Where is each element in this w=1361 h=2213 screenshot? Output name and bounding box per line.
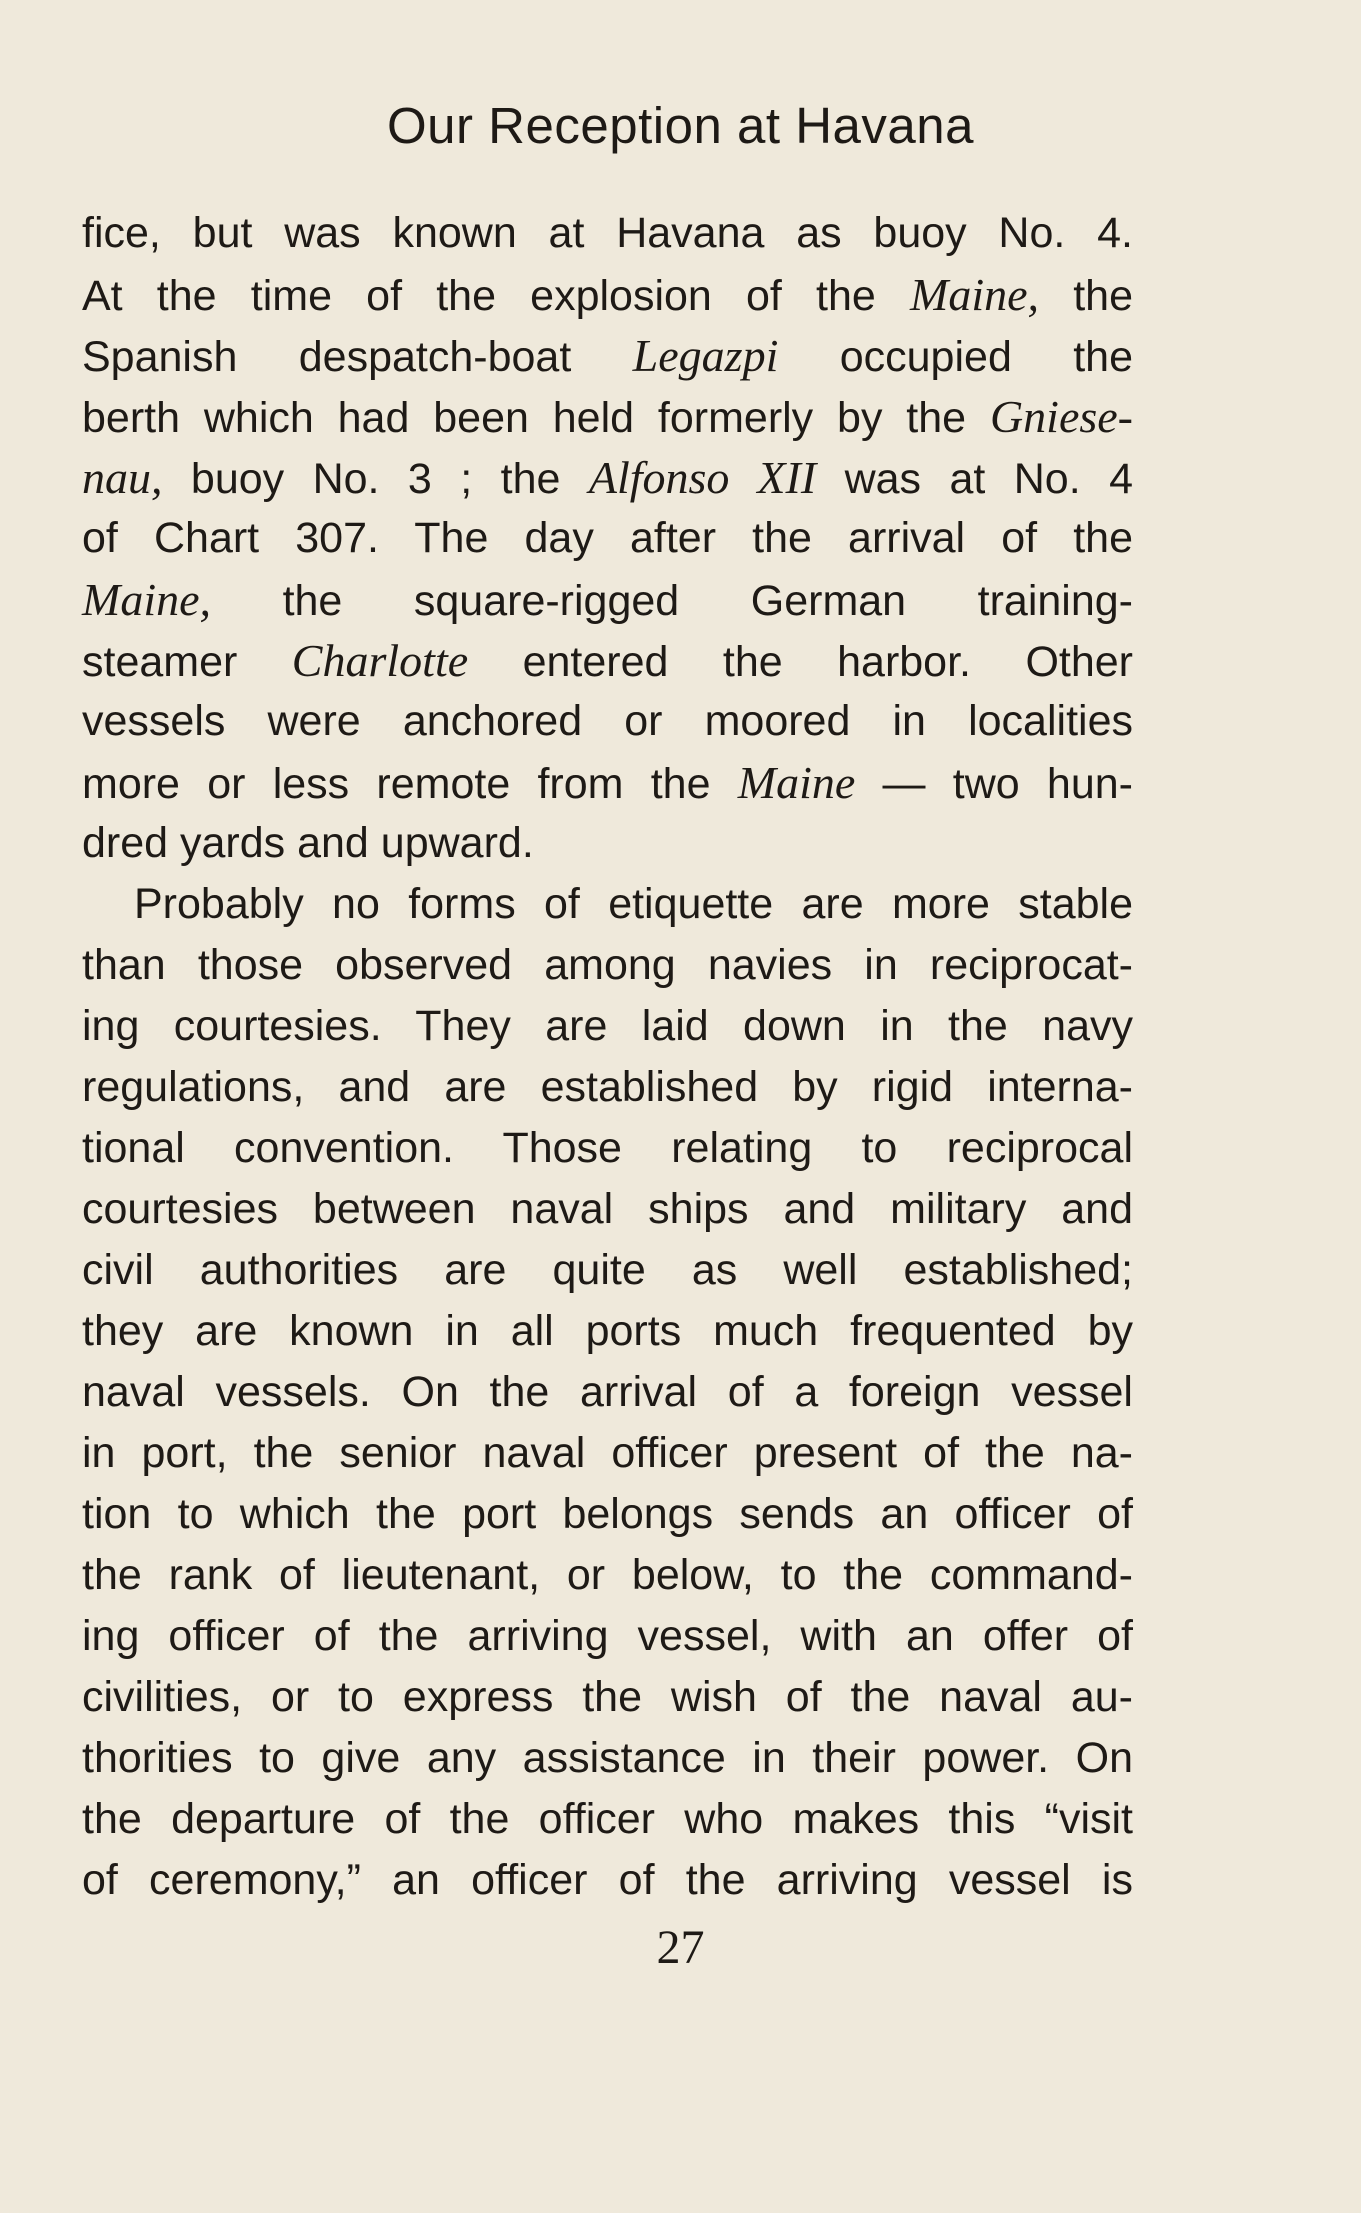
text-segment: the departure of the officer who makes this “visit [82,1795,1133,1843]
text-segment: regulations, and are established by rigid interna- [82,1063,1133,1111]
text-line [82,630,1133,691]
text-line [82,1850,1133,1911]
text-line [82,1240,1133,1301]
italic-ship-name: Legazpi [632,330,779,381]
italic-ship-name: Gniese- [989,391,1133,442]
text-segment: of Chart 307. The day after the arrival of the [82,514,1133,562]
italic-ship-name: Maine [737,757,856,808]
text-segment: At the time of the explosion of the [82,272,911,320]
text-line [82,447,1133,508]
text-segment: of ceremony,” an officer of the arriving vessel is [82,1856,1133,1904]
text-line [82,691,1133,752]
text-segment: Spanish despatch-boat [82,333,633,381]
text-segment: buoy No. 3 ; the [162,455,589,503]
text-segment: occupied the [778,333,1133,381]
text-segment: the [1039,272,1133,320]
text-segment: — two hun- [855,760,1133,808]
text-line [82,1667,1133,1728]
text-line [82,935,1133,996]
italic-ship-name: nau, [82,452,163,503]
text-segment: berth which had been held formerly by the [82,394,990,442]
text-segment: more or less remote from the [82,760,738,808]
text-segment: Probably no forms of etiquette are more stable [134,880,1133,928]
running-head: Our Reception at Havana [387,97,974,154]
text-segment: the rank of lieutenant, or below, to the command- [82,1551,1133,1599]
text-line [82,1606,1133,1667]
text-line [82,1545,1133,1606]
italic-ship-name: Maine, [910,269,1040,320]
text-segment: than those observed among navies in reciprocat- [82,941,1133,989]
italic-ship-name: Charlotte [291,635,469,686]
page-number: 27 [656,1921,705,1974]
text-segment: was at No. 4 [816,455,1134,503]
text-line [82,386,1133,447]
text-segment: dred yards and upward. [82,819,534,867]
text-segment: ing officer of the arriving vessel, with an offer of [82,1612,1133,1660]
text-segment: civil authorities are quite as well established; [82,1246,1133,1294]
text-line [82,1423,1133,1484]
text-line [82,203,1133,264]
text-line [82,1057,1133,1118]
text-line [82,996,1133,1057]
body-text [82,203,1133,1911]
italic-ship-name: Maine, [82,574,212,625]
text-line [82,1179,1133,1240]
text-segment: courtesies between naval ships and military and [82,1185,1133,1233]
text-line [82,1728,1133,1789]
text-line [82,1789,1133,1850]
text-line [82,325,1133,386]
text-segment: vessels were anchored or moored in localities [82,697,1133,745]
text-line [82,1118,1133,1179]
text-line [82,569,1133,630]
text-segment: tion to which the port belongs sends an officer of [82,1490,1133,1538]
text-line [82,1301,1133,1362]
text-segment: fice, but was known at Havana as buoy No. 4. [82,209,1133,257]
text-segment: entered the harbor. Other [468,638,1133,686]
text-segment: they are known in all ports much frequented by [82,1307,1133,1355]
text-segment: tional convention. Those relating to reciprocal [82,1124,1133,1172]
text-line [82,264,1133,325]
text-line [82,1484,1133,1545]
text-segment: ing courtesies. They are laid down in the navy [82,1002,1133,1050]
text-segment: naval vessels. On the arrival of a foreign vessel [82,1368,1133,1416]
text-line [82,874,1133,935]
text-segment: the square-rigged German training- [211,577,1133,625]
text-line [82,1362,1133,1423]
text-segment: in port, the senior naval officer present of the na- [82,1429,1133,1477]
text-segment: steamer [82,638,292,686]
text-segment: civilities, or to express the wish of the naval au- [82,1673,1133,1721]
text-line [82,752,1133,813]
text-line [82,508,1133,569]
text-segment: thorities to give any assistance in their power. On [82,1734,1133,1782]
italic-ship-name: Alfonso XII [588,452,817,503]
text-line [82,813,1133,874]
